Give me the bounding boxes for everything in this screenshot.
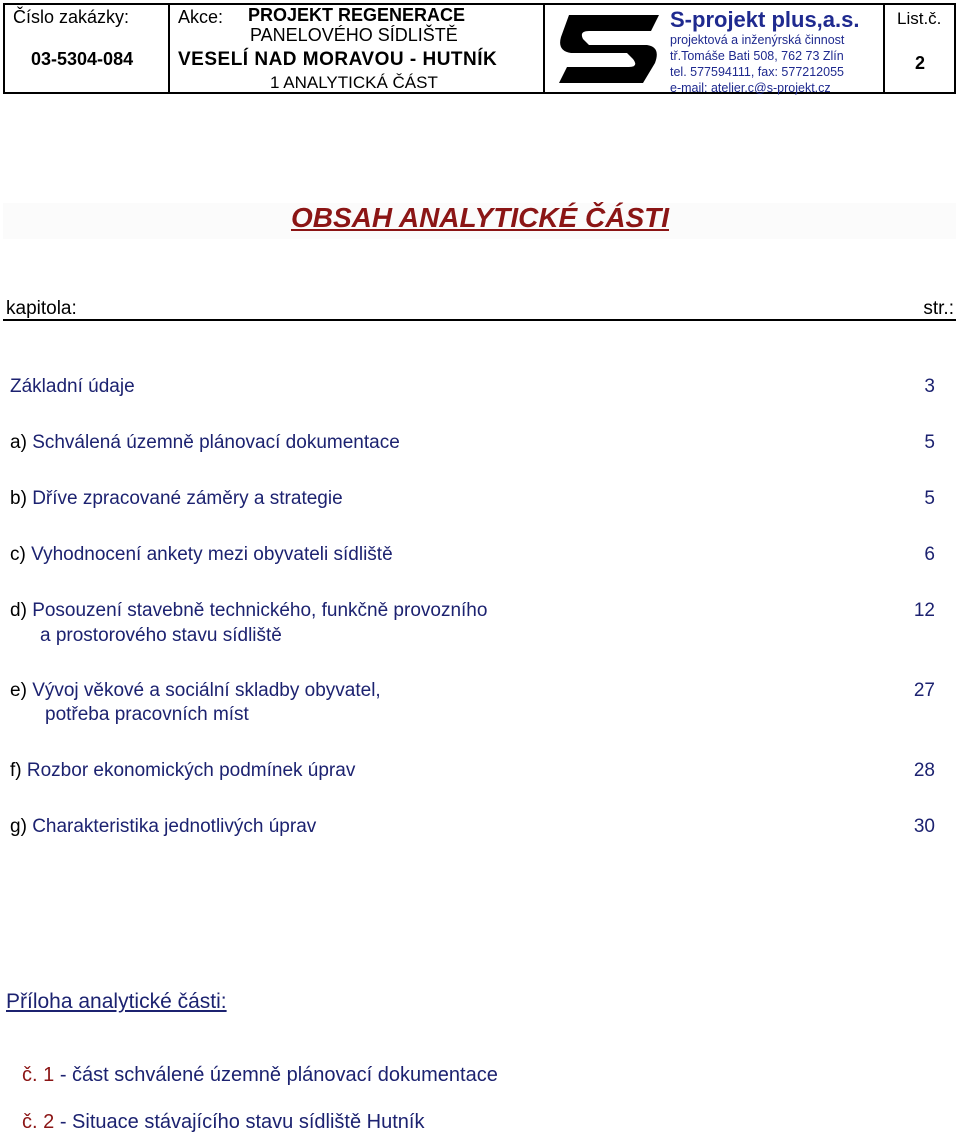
attachment-item: č. 1 - část schválené územně plánovací dokumentace bbox=[22, 1064, 498, 1086]
toc-page: 28 bbox=[913, 760, 935, 781]
s-projekt-logo-icon bbox=[555, 9, 665, 89]
company-line2: tř.Tomáše Bati 508, 762 73 Zlín bbox=[670, 49, 844, 63]
company-line3: tel. 577594111, fax: 577212055 bbox=[670, 65, 844, 79]
toc-item: d) Posouzení stavebně technického, funkčně provozního bbox=[10, 600, 488, 621]
toc-page: 6 bbox=[924, 544, 935, 565]
title-block bbox=[3, 3, 956, 94]
toc-page: 12 bbox=[913, 600, 935, 621]
project-place: VESELÍ NAD MORAVOU - HUTNÍK bbox=[178, 49, 498, 70]
toc-item: a) Schválená územně plánovací dokumentace bbox=[10, 432, 400, 453]
header-rule bbox=[3, 319, 956, 321]
company-name: S-projekt plus,a.s. bbox=[670, 7, 860, 32]
attachments-heading: Příloha analytické části: bbox=[6, 990, 227, 1013]
order-number: 03-5304-084 bbox=[31, 49, 134, 69]
project-line2: PANELOVÉHO SÍDLIŠTĚ bbox=[250, 25, 458, 45]
toc-item: c) Vyhodnocení ankety mezi obyvateli sídliště bbox=[10, 544, 393, 565]
sheet-cell bbox=[885, 5, 956, 92]
sheet-number: 2 bbox=[915, 53, 926, 73]
page-title: OBSAH ANALYTICKÉ ČÁSTI bbox=[291, 202, 669, 233]
toc-item: Základní údaje bbox=[10, 376, 135, 397]
toc-item: b) Dříve zpracované záměry a strategie bbox=[10, 488, 343, 509]
order-cell bbox=[5, 5, 170, 92]
toc-item: e) Vývoj věkové a sociální skladby obyvatel, bbox=[10, 680, 381, 701]
attachment-item: č. 2 - Situace stávajícího stavu sídliště Hutník bbox=[22, 1111, 425, 1133]
toc-page: 5 bbox=[924, 432, 935, 453]
toc-item: f) Rozbor ekonomických podmínek úprav bbox=[10, 760, 356, 781]
project-part: 1 ANALYTICKÁ ČÁST bbox=[270, 73, 438, 92]
action-label: Akce: bbox=[178, 7, 224, 27]
toc-item-continuation: a prostorového stavu sídliště bbox=[40, 625, 282, 646]
company-cell bbox=[545, 5, 885, 95]
project-line1: PROJEKT REGENERACE bbox=[248, 5, 466, 25]
order-label: Číslo zakázky: bbox=[13, 7, 130, 27]
toc-item-continuation: potřeba pracovních míst bbox=[45, 704, 249, 725]
company-line4: e-mail: atelier.c@s-projekt.cz bbox=[670, 81, 831, 95]
company-line1: projektová a inženýrská činnost bbox=[670, 33, 845, 47]
chapter-column-label: kapitola: bbox=[6, 298, 77, 319]
toc-item: g) Charakteristika jednotlivých úprav bbox=[10, 816, 317, 837]
toc-page: 3 bbox=[924, 376, 935, 397]
sheet-label: List.č. bbox=[897, 9, 942, 28]
toc-page: 5 bbox=[924, 488, 935, 509]
toc-page: 30 bbox=[913, 816, 935, 837]
toc-page: 27 bbox=[913, 680, 935, 701]
page-column-label: str.: bbox=[923, 298, 954, 319]
project-cell bbox=[170, 5, 545, 92]
